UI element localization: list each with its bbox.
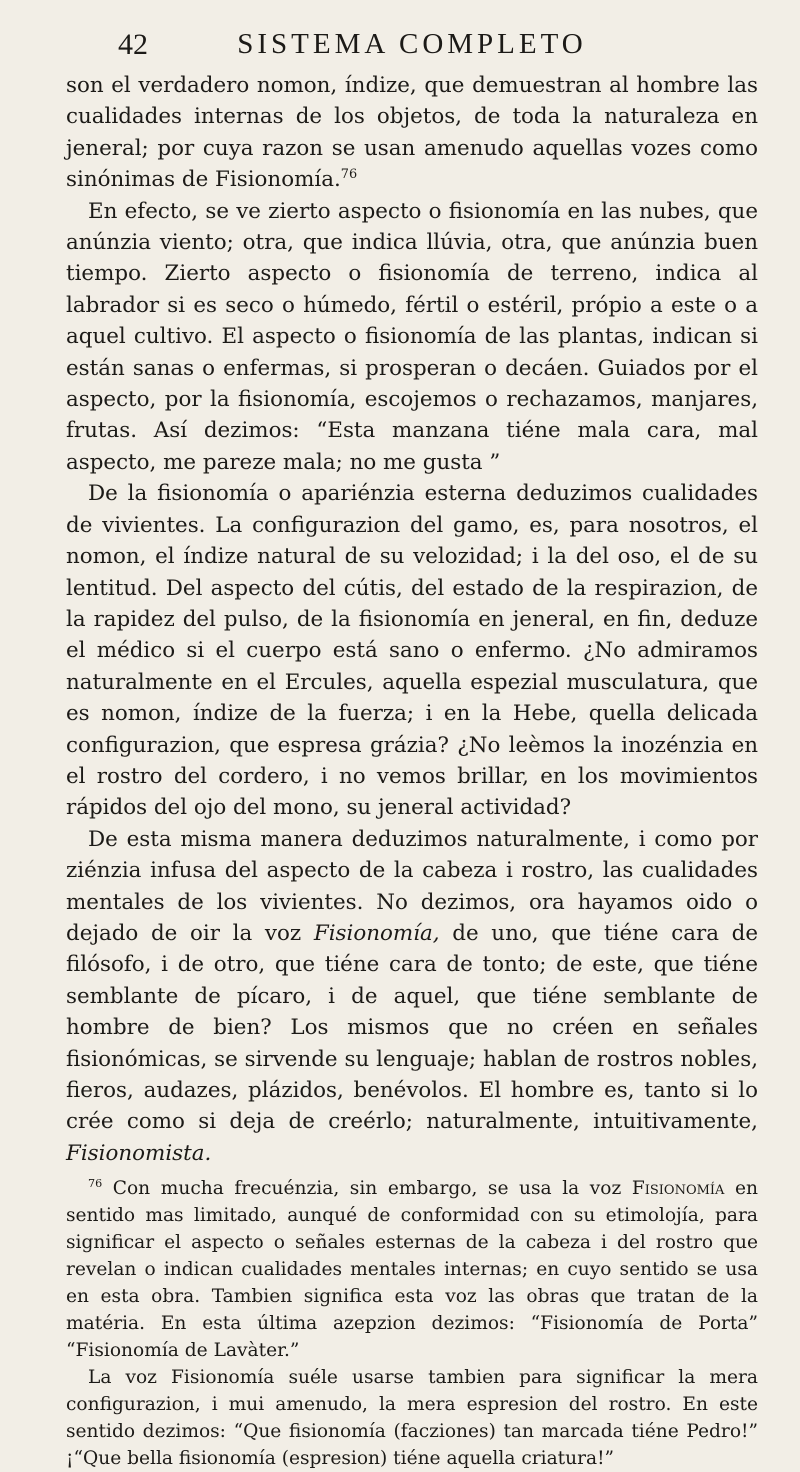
footnotes [66, 1175, 758, 1472]
paragraph-4-text-b: de uno, que tiéne cara de filósofo, i de otro, que tiéne cara de tonto; de este, que tiéne semblante de pícaro, i de aquel, que tiéne semblante de hombre de bien? Los mismos que no créen en señales fisionómicas, se sirvende su lenguaje; hablan de rostros nobles, fieros, audazes, plázidos, benévolos. El hombre es, tanto si lo crée como si deja de creérlo; naturalmente, intuitivamente, [66, 920, 758, 1135]
italic-term-fisionomista: Fisionomista. [66, 1140, 212, 1166]
paragraph-2: En efecto, se ve zierto aspecto o fisionomía en las nubes, que anúnzia viento; otra, que indica llúvia, otra, que anúnzia buen tiempo. Zierto aspecto o fisionomía de terreno, indica al labrador si es seco o húmedo, fértil o estéril, própio a este o a aquel cultivo. El aspecto o fisionomía de las plantas, indican si están sanas o enfermas, si prosperan o decáen. Guiados por el aspecto, por la fisionomía, escojemos o rechazamos, manjares, frutas. Así dezimos: “Esta manzana tiéne mala cara, mal aspecto, me pareze mala; no me gusta ” [66, 198, 758, 475]
page-header [66, 18, 758, 70]
page-number: 42 [118, 28, 148, 61]
footnote-1-text-b: en sentido mas limitado, aunqué de conformidad con su etimolojía, para significar el aspecto o señales esternas de la cabeza i del rostro que revelan o indican cualidades mentales internas; en cuyo sentido se usa en esta obra. Tambien significa esta voz las obras que tratan de la matéria. En esta última azepzion dezimos: “Fisionomía de Portа” “Fisionomía de Lavàter.” [66, 1178, 758, 1362]
footnote-number: 76 [88, 1177, 103, 1191]
footnote-1-text-a: Con mucha frecuénzia, sin embargo, se usa la voz [102, 1178, 632, 1200]
paragraph-3: De la fisionomía o apariénzia esterna deduzimos cualidades de vivientes. La configurazion del gamo, es, para nosotros, el nomon, el índize natural de su velozidad; i la del oso, el de su lentitud. Del aspecto del cútis, del estado de la respirazion, de la rapidez del pulso, de la fisionomía en jeneral, en fin, deduze el médico si el cuerpo está sano o enfermo. ¿No admiramos naturalmente en el Ercules, aquella espezial musculatura, que es nomon, índize de la fuerza; i en la Hebe, quella delicada configurazion, que espresa grázia? ¿No leèmos la inozénzia en el rostro del cordero, i no vemos brillar, en los movimientos rápidos del ojo del mono, su jeneral actividad? [66, 481, 758, 821]
main-text [66, 70, 758, 1169]
paragraph-1 [66, 70, 758, 196]
running-title: SISTEMA COMPLETO [237, 28, 587, 60]
paragraph-4 [66, 824, 758, 1169]
footnote-1 [66, 1175, 758, 1364]
footnote-reference: 76 [340, 167, 358, 183]
paragraph-1-text: son el verdadero nomon, índize, que demuestran al hombre las cualidades internas de los objetos, de toda la naturaleza en jeneral; por cuya razon se usan amenudo aquellas vozes como sinónimas de Fisionomía. [66, 73, 758, 193]
italic-term-fisionomia: Fisionomía, [313, 920, 440, 946]
paragraph-4-text-a: De esta misma manera deduzimos naturalmente, i como por ziénzia infusa del aspecto de la cabeza i rostro, las cualidades mentales de los vivientes. No dezimos, ora hayamos oido o dejado de oir la voz [66, 826, 758, 946]
footnote-1-smallcaps-term: Fisionomía [631, 1178, 725, 1200]
footnote-2: La voz Fisionomía suéle usarse tambien para significar la mera configurazion, i mui amenudo, la mera espresion del rostro. En este sentido dezimos: “Que fisionomía (facziones) tan marcada tiéne Pedro!” ¡“Que bella fisionomía (espresion) tiéne aquella criatura!” [66, 1367, 758, 1470]
